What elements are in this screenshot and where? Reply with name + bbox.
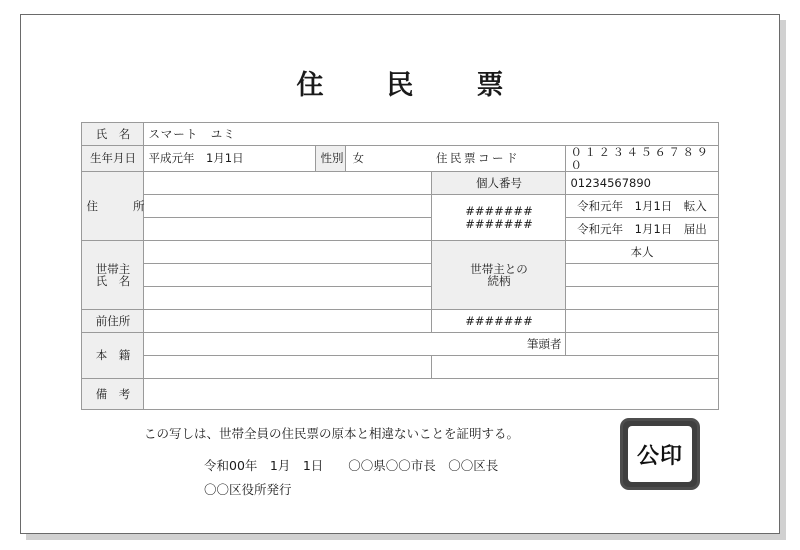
remarks-value [144,379,718,410]
birth-value: 平成元年 1月1日 [144,146,316,172]
address-value-line-1 [144,172,432,195]
address-value-line-2 [144,195,432,218]
prev-address-hash: ####### [432,310,566,333]
relation-value: 本人 [566,241,718,264]
seal-text: 公印 [628,426,692,482]
page-title: 住 民 票 [296,70,522,101]
table-row-address-3 [82,218,718,241]
prev-address-label: 前住所 [82,310,144,333]
prev-address-value [144,310,432,333]
table-row-householder-2 [82,264,718,287]
householder-value-line-1 [144,241,432,264]
table-row-honseki-2 [82,356,718,379]
issue-date-and-issuer: 令和00年 1月 1日 〇〇県〇〇市長 〇〇区長 [204,458,499,474]
relation-label: 世帯主との 続柄 [432,241,566,310]
table-row-honseki [82,333,718,356]
honseki-label: 本 籍 [82,333,144,379]
issuing-office: 〇〇区役所発行 [204,482,292,498]
head-value-2 [432,356,718,379]
remarks-label: 備 考 [82,379,144,410]
prev-address-extra [566,310,718,333]
householder-value-line-3 [144,287,432,310]
name-value: スマート ユミ [144,123,718,146]
table-row-birth [82,146,718,172]
table-row-householder-1 [82,241,718,264]
honseki-value [144,333,432,356]
householder-value-line-2 [144,264,432,287]
personal-number-value: 01234567890 [566,172,718,195]
address-value-line-3 [144,218,432,241]
resident-record-table [81,122,718,410]
table-row-address-1 [82,172,718,195]
head-value [566,333,718,356]
table-row-name [82,123,718,146]
honseki-value-2 [144,356,432,379]
table-row-prev-address [82,310,718,333]
table-row-householder-3 [82,287,718,310]
householder-label: 世帯主 氏 名 [82,241,144,310]
name-label: 氏 名 [82,123,144,146]
residence-code-value: ０１２３４５６７８９０ [566,146,718,172]
official-seal [620,418,700,490]
notify-value: 令和元年 1月1日 届出 [566,218,718,241]
address-label: 住 所 [82,172,144,241]
sex-label: 性別 [316,146,346,172]
document-footer [82,424,718,498]
move-in-value: 令和元年 1月1日 転入 [566,195,718,218]
relation-value-extra-2 [566,287,718,310]
table-row-address-2 [82,195,718,218]
address-hash: ####### ####### [432,195,566,241]
personal-number-label: 個人番号 [432,172,566,195]
head-label: 筆頭者 [432,333,566,356]
table-row-remarks [82,379,718,410]
document-inner [33,25,767,523]
certify-text: この写しは、世帯全員の住民票の原本と相違ないことを証明する。 [144,426,520,442]
birth-label: 生年月日 [82,146,144,172]
sex-value: 女 [346,146,432,172]
residence-code-label: 住民票コード [435,151,520,166]
residence-code [432,146,566,172]
relation-value-extra-1 [566,264,718,287]
document-page [20,14,780,534]
